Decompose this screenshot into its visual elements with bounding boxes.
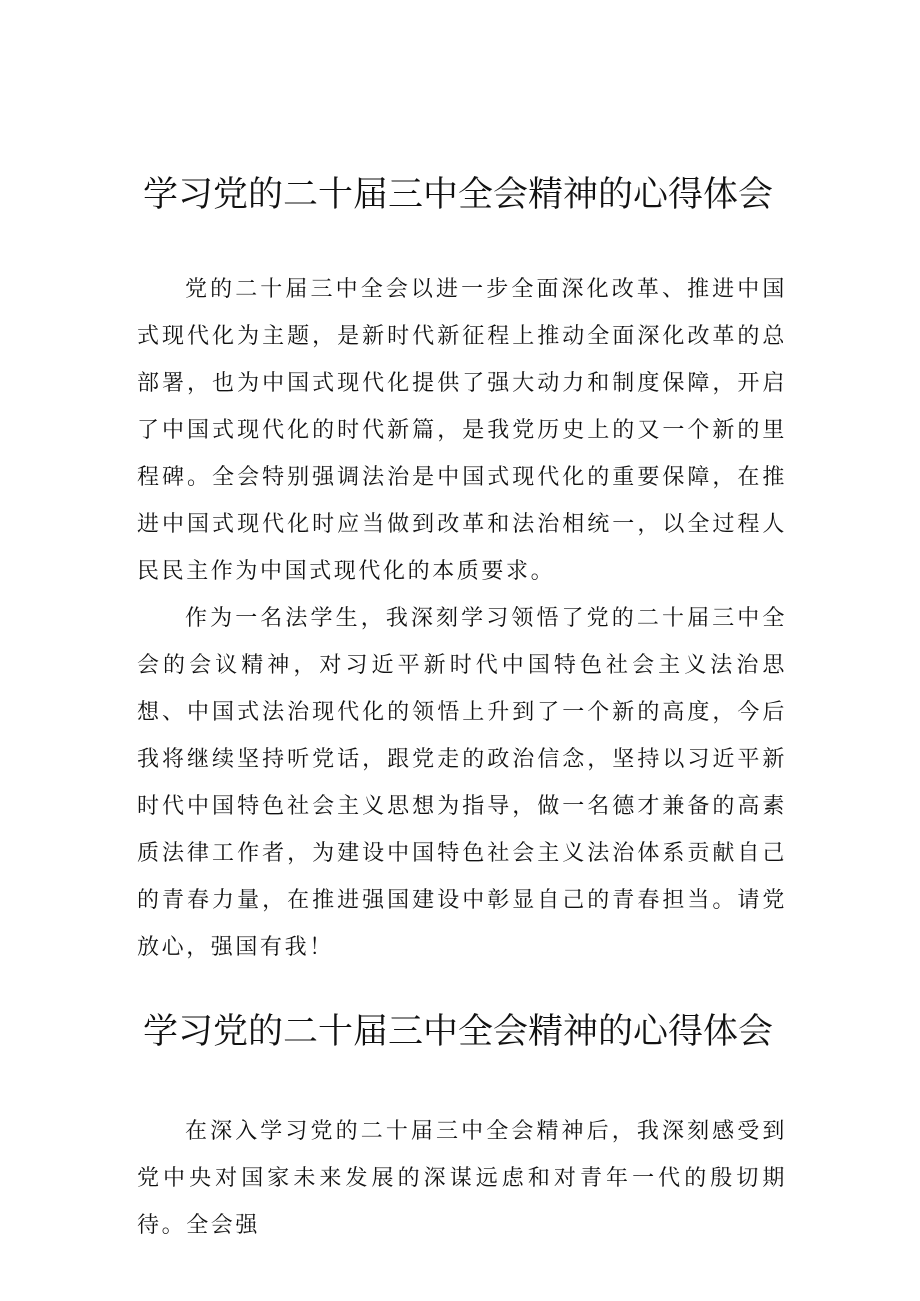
paragraph-1: 党的二十届三中全会以进一步全面深化改革、推进中国式现代化为主题，是新时代新征程上推动全面深化改革的总部署，也为中国式现代化提供了强大动力和制度保障，开启了中国式现代化的时代新篇，是我党历史上的又一个新的里程碑。全会特别强调法治是中国式现代化的重要保障，在推进中国式现代化时应当做到改革和法治相统一，以全过程人民民主作为中国式现代化的本质要求。: [137, 277, 787, 584]
article-title-1: 学习党的二十届三中全会精神的心得体会: [143, 175, 774, 215]
article-body-1: [137, 266, 787, 971]
article-title-2: 学习党的二十届三中全会精神的心得体会: [143, 1012, 774, 1052]
paragraph-2: 作为一名法学生，我深刻学习领悟了党的二十届三中全会的会议精神，对习近平新时代中国特色社会主义法治思想、中国式法治现代化的领悟上升到了一个新的高度，今后我将继续坚持听党话，跟党走的政治信念，坚持以习近平新时代中国特色社会主义思想为指导，做一名德才兼备的高素质法律工作者，为建设中国特色社会主义法治体系贡献自己的青春力量，在推进强国建设中彰显自己的青春担当。请党放心，强国有我！: [137, 606, 787, 960]
paragraph-3: 在深入学习党的二十届三中全会精神后，我深刻感受到党中央对国家未来发展的深谋远虑和对青年一代的殷切期待。全会强: [137, 1119, 787, 1238]
article-body-2: [137, 1108, 787, 1249]
